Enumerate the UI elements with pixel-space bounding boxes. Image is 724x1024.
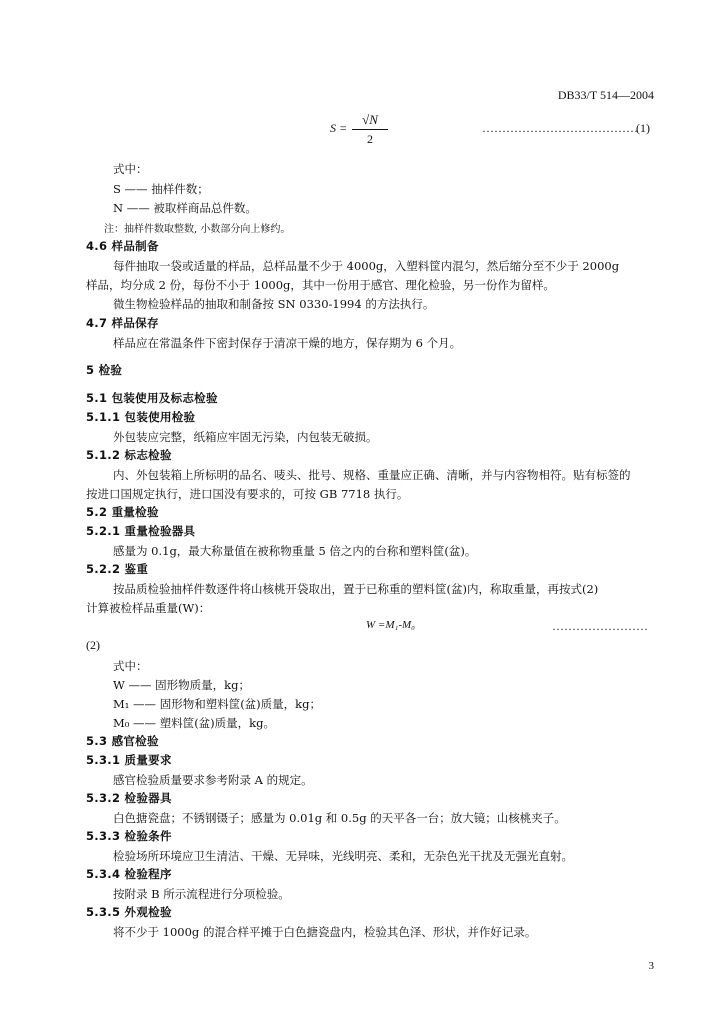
sec-5-3-4-p1: 按附录 B 所示流程进行分项检验。 [113, 887, 290, 901]
sec-5-1-1-p1: 外包装应完整，纸箱应牢固无污染，内包装无破损。 [113, 430, 378, 444]
sec-5-2-1-p1: 感量为 0.1g，最大称量值在被称物重量 5 倍之内的台称和塑料筐(盆)。 [113, 544, 477, 558]
heading-5: 5 检验 [86, 363, 123, 377]
formula1-number: (1) [636, 121, 650, 135]
heading-5-3-4: 5.3.4 检验程序 [86, 867, 172, 881]
sec-5-3-3-p1: 检验场所环境应卫生清洁、干燥、无异味，光线明亮、柔和，无杂色光干扰及无强光直射。 [113, 849, 573, 863]
where1-line-s: S —— 抽样件数； [113, 182, 209, 196]
sec-5-1-2-p1b: 按进口国规定执行，进口国没有要求的，可按 GB 7718 执行。 [86, 487, 409, 501]
where1-title: 式中： [113, 162, 148, 176]
heading-5-3-5: 5.3.5 外观检验 [86, 905, 172, 919]
sec-5-2-2-p1a: 按品质检验抽样件数逐件将山核桃开袋取出，置于已称重的塑料筐(盆)内，称取重量，再按式(2) [113, 582, 599, 596]
heading-5-2: 5.2 重量检验 [86, 505, 159, 519]
heading-5-1: 5.1 包装使用及标志检验 [86, 391, 218, 405]
heading-5-3-1: 5.3.1 质量要求 [86, 753, 172, 767]
page-number: 3 [648, 960, 654, 972]
formula2-expression: W =M₁-M₀ [366, 619, 415, 631]
where2-line-m0: M₀ —— 塑料筐(盆)质量，kg。 [113, 716, 275, 730]
formula2-number: (2) [86, 638, 100, 652]
where1-line-n: N —— 被取样商品总件数。 [113, 201, 257, 215]
formula1-numerator: √N [362, 112, 378, 127]
formula1-denominator: 2 [367, 132, 373, 146]
heading-4-6: 4.6 样品制备 [86, 239, 159, 253]
sec-5-3-1-p1: 感官检验质量要求参考附录 A 的规定。 [113, 773, 313, 787]
sec-5-2-2-p1b: 计算被检样品重量(W)： [86, 601, 211, 615]
heading-5-1-1: 5.1.1 包装使用检验 [86, 410, 196, 424]
where2-title: 式中： [113, 659, 148, 673]
sec-5-1-2-p1a: 内、外包装箱上所标明的品名、唛头、批号、规格、重量应正确、清晰，并与内容物相符。贴有标签的 [113, 468, 631, 482]
where1-note: 注：抽样件数取整数, 小数部分向上修约。 [104, 224, 291, 235]
heading-5-3: 5.3 感官检验 [86, 734, 159, 748]
sec-5-3-2-p1: 白色搪瓷盘；不锈钢镊子；感量为 0.01g 和 0.5g 的天平各一台；放大镜；山核桃夹子。 [113, 811, 566, 825]
heading-5-2-2: 5.2.2 鉴重 [86, 562, 149, 576]
sec-4-7-p1: 样品应在常温条件下密封保存于清凉干燥的地方，保存期为 6 个月。 [113, 336, 462, 350]
formula1-fraction [352, 112, 388, 147]
heading-5-3-3: 5.3.3 检验条件 [86, 829, 172, 843]
where2-line-w: W —— 固形物质量，kg； [113, 678, 250, 692]
heading-5-2-1: 5.2.1 重量检验器具 [86, 524, 196, 538]
sec-4-6-p1b: 样品，均分成 2 份，每份不小于 1000g，其中一份用于感官、理化检验，另一份作为留样。 [86, 278, 555, 292]
standard-code: DB33/T 514—2004 [557, 88, 654, 102]
formula2-leader: …………………… [552, 619, 648, 633]
sec-4-6-p2: 微生物检验样品的抽取和制备按 SN 0330-1994 的方法执行。 [113, 297, 435, 311]
where2-line-m1: M₁ —— 固形物和塑料筐(盆)质量，kg； [113, 697, 321, 711]
sec-4-6-p1a: 每件抽取一袋或适量的样品，总样品量不少于 4000g，入塑料筐内混匀，然后缩分至不少于 2000g [113, 259, 620, 273]
sec-5-3-5-p1: 将不少于 1000g 的混合样平摊于白色搪瓷盘内，检验其色泽、形状，并作好记录。 [113, 925, 537, 939]
formula1-leader: ………………………………… [482, 121, 638, 135]
heading-5-1-2: 5.1.2 标志检验 [86, 448, 172, 462]
heading-4-7: 4.7 样品保存 [86, 316, 159, 330]
heading-5-3-2: 5.3.2 检验器具 [86, 791, 172, 805]
fraction-bar [352, 129, 388, 130]
formula1-lhs: S = [330, 121, 348, 135]
